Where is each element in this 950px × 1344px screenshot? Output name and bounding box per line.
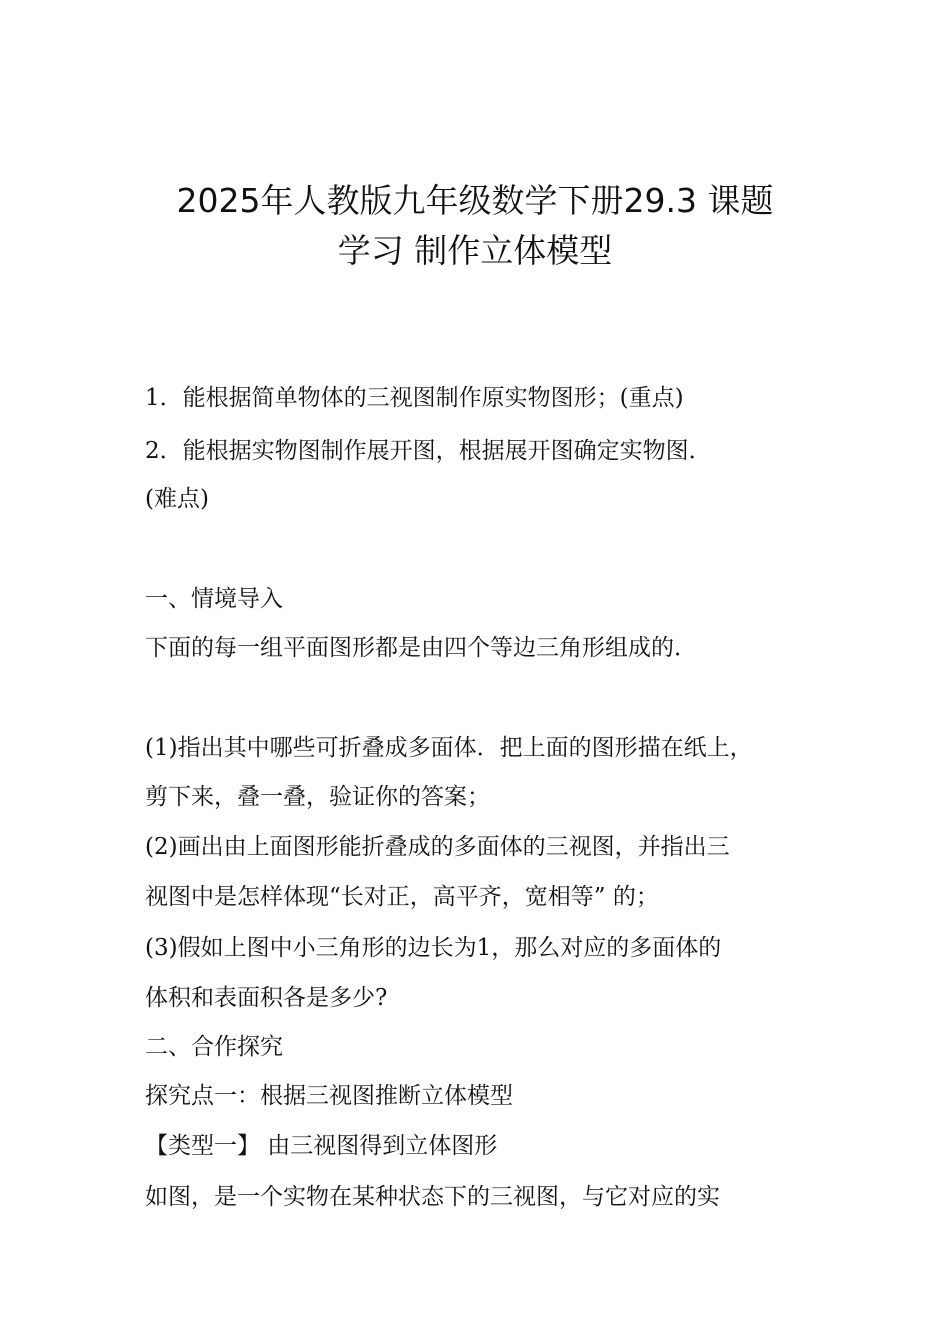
document-title-line-1: 2025年人教版九年级数学下册29.3 课题 <box>176 181 774 220</box>
section-heading-explore: 二、合作探究 <box>145 1034 283 1060</box>
example-paragraph: 如图，是一个实物在某种状态下的三视图，与它对应的实 <box>145 1184 720 1210</box>
question-line: (1)指出其中哪些可折叠成多面体．把上面的图形描在纸上， <box>145 735 753 761</box>
explore-point-heading: 探究点一：根据三视图推断立体模型 <box>145 1083 513 1109</box>
section-heading-intro: 一、情境导入 <box>145 586 283 612</box>
objective-2-continued: (难点) <box>145 486 209 512</box>
question-line: 视图中是怎样体现“长对正，高平齐，宽相等” 的； <box>145 884 659 910</box>
question-line: (3)假如上图中小三角形的边长为1，那么对应的多面体的 <box>145 935 722 961</box>
intro-paragraph: 下面的每一组平面图形都是由四个等边三角形组成的． <box>145 635 697 661</box>
question-line: 体积和表面积各是多少? <box>145 985 388 1011</box>
objective-1: 1．能根据简单物体的三视图制作原实物图形；(重点) <box>145 385 684 411</box>
type-heading: 【类型一】 由三视图得到立体图形 <box>145 1133 498 1159</box>
question-line: (2)画出由上面图形能折叠成的多面体的三视图，并指出三 <box>145 834 730 860</box>
objective-2: 2．能根据实物图制作展开图，根据展开图确定实物图． <box>145 438 712 464</box>
question-line: 剪下来，叠一叠，验证你的答案； <box>145 784 490 810</box>
document-title-line-2: 学习 制作立体模型 <box>337 231 613 270</box>
